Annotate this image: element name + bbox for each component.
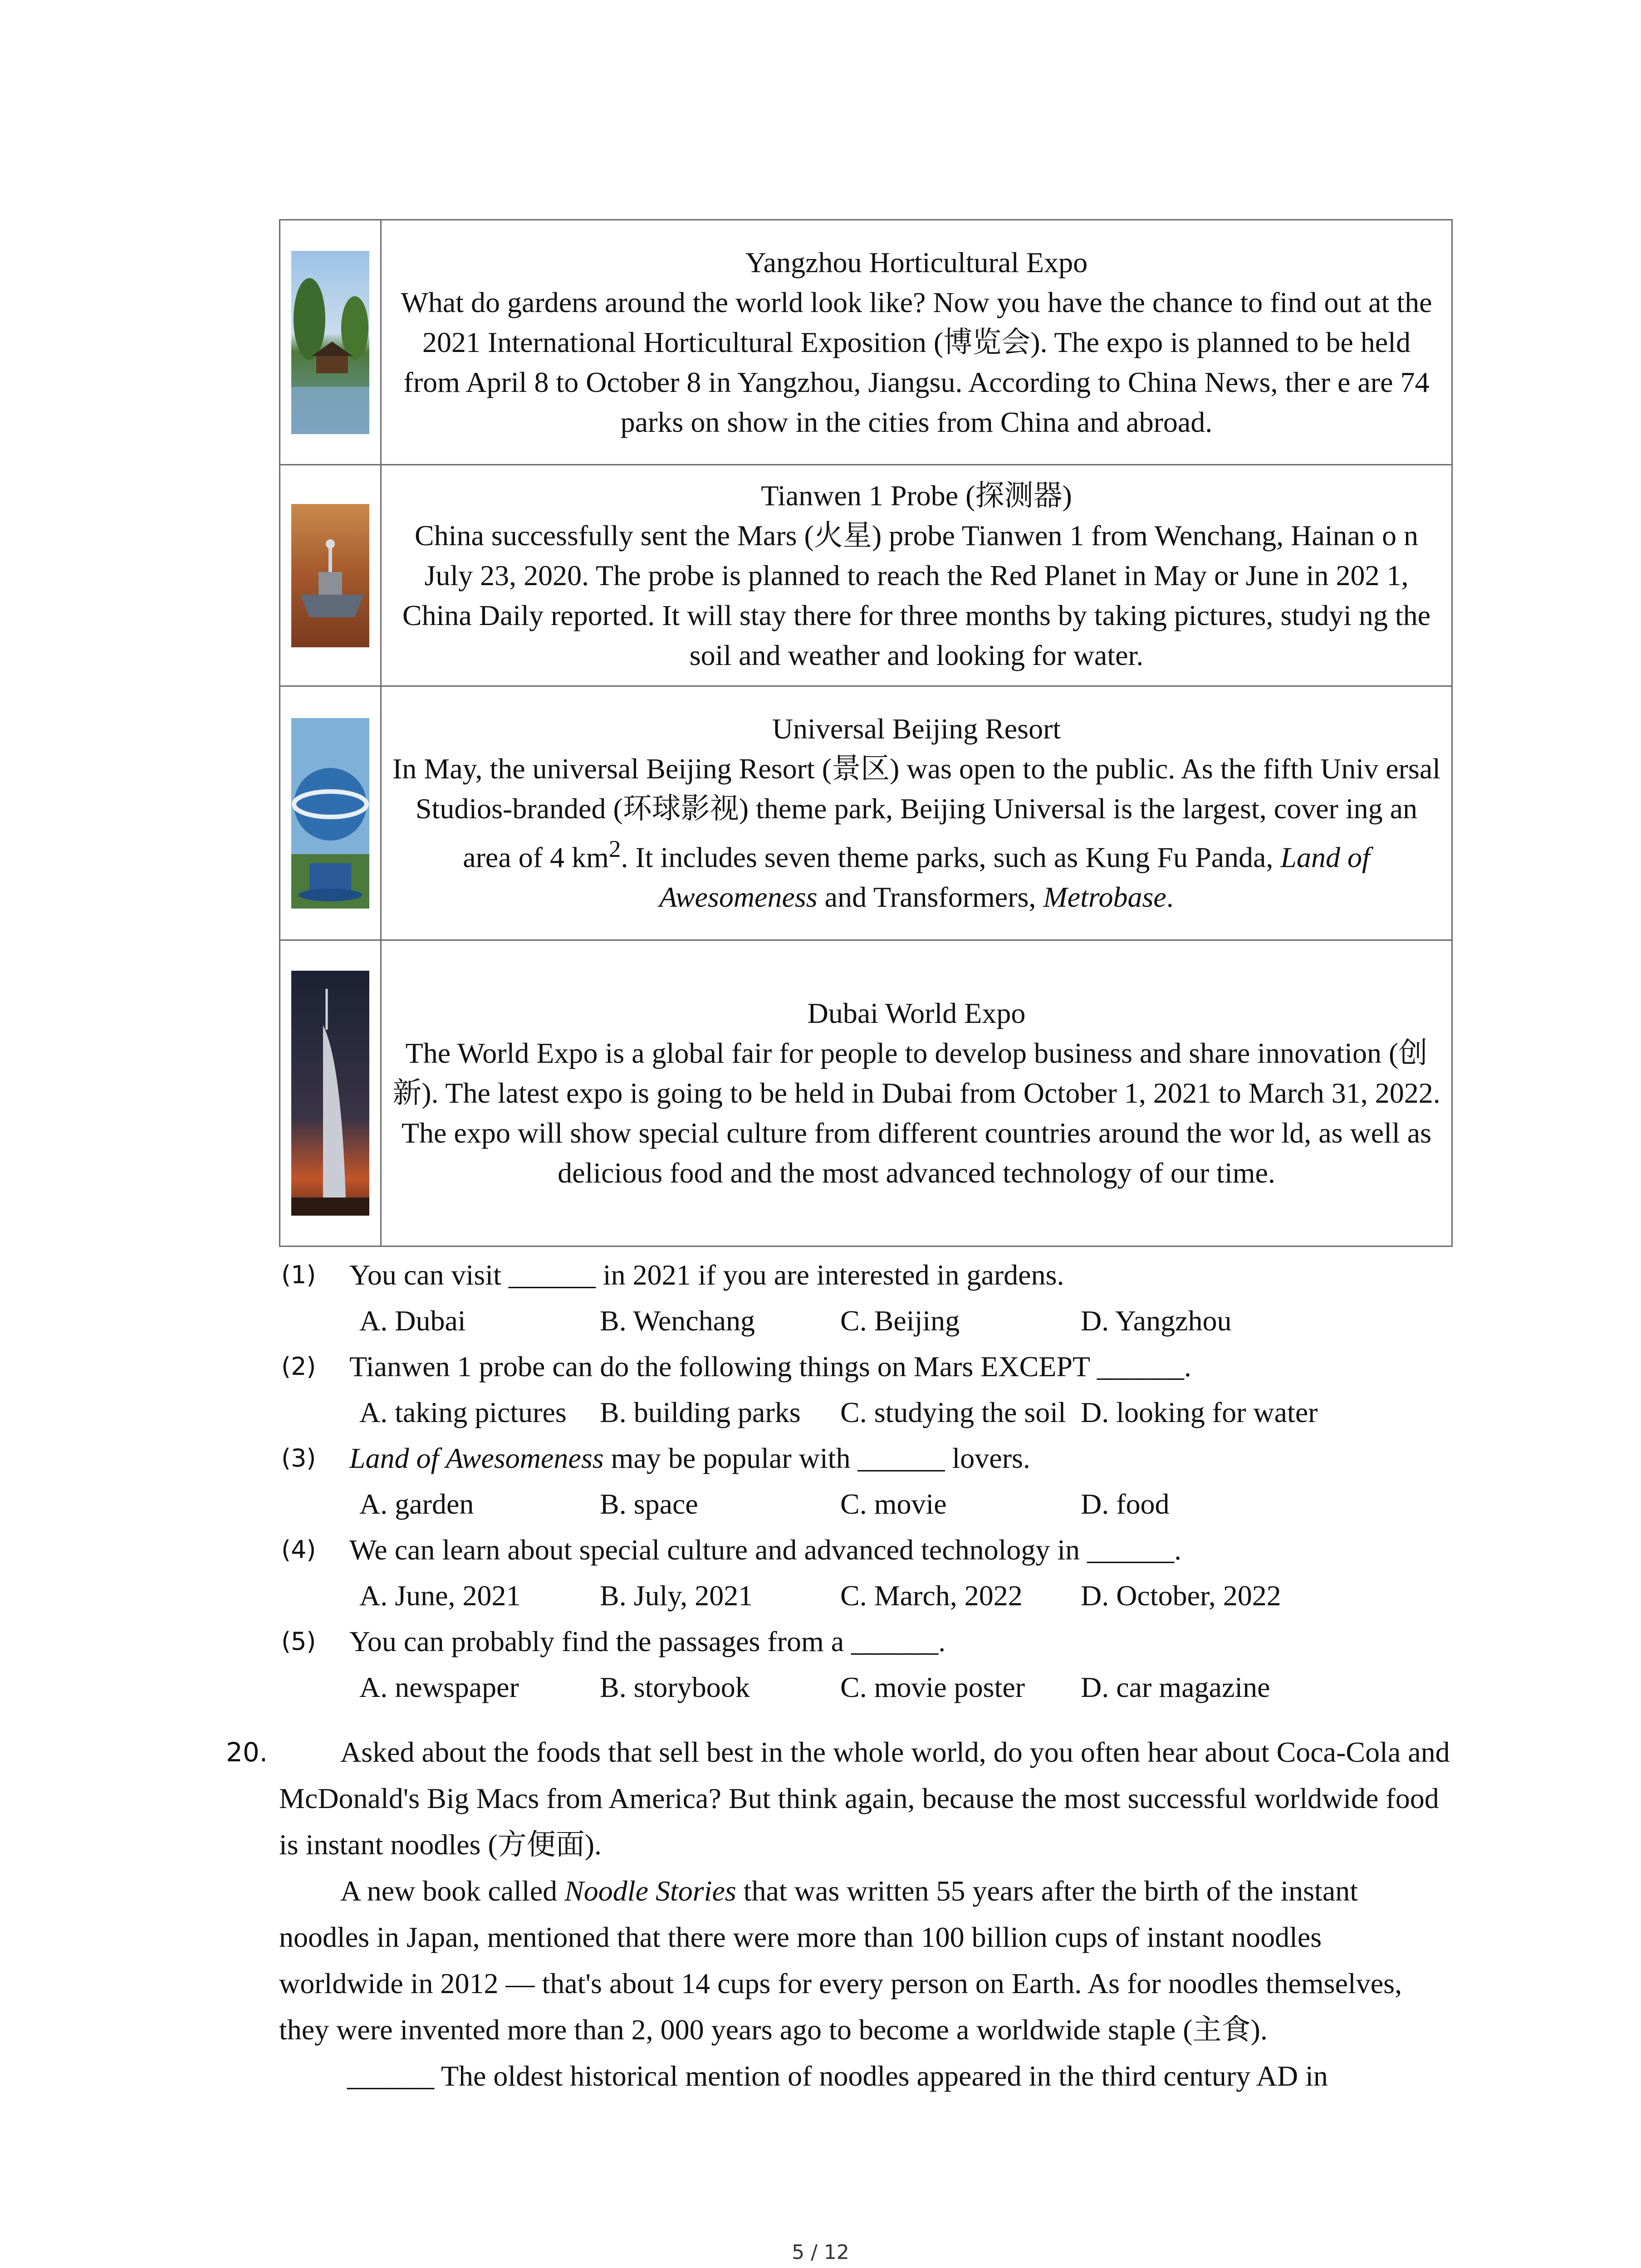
questions <box>281 1252 1461 1710</box>
image-cell <box>280 465 381 686</box>
option-b: B. space <box>600 1488 698 1520</box>
paragraph-3: ______ The oldest historical mention of noodles appeared in the third century AD in <box>347 2060 1328 2092</box>
option-a: A. June, 2021 <box>359 1579 521 1612</box>
image-cell <box>280 220 381 465</box>
mars-probe-photo <box>291 504 369 647</box>
page-number: 5 / 12 <box>792 2241 849 2264</box>
entry-italic-1: Land of Awesomeness <box>659 841 1370 914</box>
question-number: (5) <box>281 1627 316 1656</box>
dubai-tower-photo <box>291 971 369 1216</box>
info-table <box>279 219 1453 1247</box>
entry-italic-2: Metrobase <box>1043 881 1166 914</box>
option-a: A. garden <box>359 1488 474 1520</box>
option-b: B. July, 2021 <box>600 1579 753 1612</box>
question-2 <box>281 1344 1461 1389</box>
option-b: B. building parks <box>600 1396 801 1428</box>
option-a: A. Dubai <box>359 1305 466 1337</box>
paragraph-2 <box>226 1868 1451 2053</box>
entry-text <box>381 686 1452 940</box>
question-stem-italic: Land of Awesomeness <box>349 1442 604 1474</box>
entry-title: Dubai World Expo <box>807 997 1026 1029</box>
entry-row-dubai <box>280 940 1452 1246</box>
paragraph-1: Asked about the foods that sell best in the whole world, do you often hear about Coca-Cola and McDonald's Big Macs from America? But think again, because the most successful worldwide food is instant noodles (方便面). <box>279 1736 1450 1861</box>
entry-title: Universal Beijing Resort <box>772 712 1061 745</box>
image-cell <box>280 940 381 1246</box>
entry-title: Yangzhou Horticultural Expo <box>745 246 1088 279</box>
question-stem: We can learn about special culture and advanced technology in ______. <box>349 1534 1182 1566</box>
entry-title: Tianwen 1 Probe (探测器) <box>761 479 1072 512</box>
question-stem: You can visit ______ in 2021 if you are interested in gardens. <box>349 1259 1064 1291</box>
option-c: C. movie <box>840 1488 947 1520</box>
entry-body: China successfully sent the Mars (火星) probe Tianwen 1 from Wenchang, Hainan o n July 23, 2020. The probe is planned to reach the Red Planet in May or June in 202 1, China Daily reported. It will stay there for three months by taking pictures, studyi ng the soil and weather and looking for water. <box>402 519 1431 671</box>
option-d: D. food <box>1081 1488 1170 1520</box>
option-b: B. Wenchang <box>600 1305 755 1337</box>
question-stem-rest: may be popular with ______ lovers. <box>603 1442 1030 1474</box>
question-4 <box>281 1527 1461 1573</box>
entry-text <box>381 465 1452 686</box>
question-1-options <box>281 1298 1461 1344</box>
question-3 <box>281 1435 1461 1481</box>
option-a: A. newspaper <box>359 1671 519 1703</box>
question-number: (2) <box>281 1352 316 1381</box>
entry-body-a: In May, the universal Beijing Resort (景区) was open to the public. As the fifth Univ ersal Studios-branded (环球影视) theme park, Beijing Universal is the largest, cover ing an area of 4 km <box>392 752 1441 874</box>
option-d: D. Yangzhou <box>1081 1305 1232 1337</box>
question-stem: You can probably find the passages from a ______. <box>349 1625 946 1657</box>
option-d: D. car magazine <box>1081 1671 1270 1703</box>
entry-body: What do gardens around the world look like? Now you have the chance to find out at the 2021 International Horticultural Exposition (博览会). The expo is planned to be held from April 8 to October 8 in Yangzhou, Jiangsu. According to China News, ther e are 74 parks on show in the cities from China and abroad. <box>401 286 1432 438</box>
option-c: C. March, 2022 <box>840 1579 1023 1612</box>
entry-body: The World Expo is a global fair for people to develop business and share innovation (创新). The latest expo is going to be held in Dubai from October 1, 2021 to March 31, 2022. The expo will show special culture from different countries around the wor ld, as well as delicious food and the most advanced technology of our time. <box>392 1037 1440 1189</box>
option-c: C. Beijing <box>840 1305 960 1337</box>
question-3-options <box>281 1481 1461 1527</box>
universal-globe-photo <box>291 718 369 909</box>
passage-20 <box>226 1729 1451 2099</box>
question-stem: Tianwen 1 probe can do the following things on Mars EXCEPT ______. <box>349 1350 1191 1383</box>
question-5 <box>281 1618 1461 1664</box>
paragraph-2-a: A new book called <box>340 1875 565 1907</box>
option-d: D. looking for water <box>1081 1396 1318 1428</box>
garden-photo <box>291 251 369 434</box>
option-a: A. taking pictures <box>359 1396 567 1428</box>
question-2-options <box>281 1389 1461 1435</box>
option-b: B. storybook <box>600 1671 750 1703</box>
question-5-options <box>281 1664 1461 1710</box>
entry-text <box>381 940 1452 1246</box>
entry-row-yangzhou <box>280 220 1452 465</box>
entry-body-c: and Transformers, <box>817 881 1043 914</box>
question-number: (4) <box>281 1535 316 1564</box>
option-d: D. October, 2022 <box>1081 1579 1281 1612</box>
question-1 <box>281 1252 1461 1298</box>
question-4-options <box>281 1573 1461 1618</box>
entry-row-universal <box>280 686 1452 940</box>
question-stem <box>349 1435 1030 1481</box>
question-number: (1) <box>281 1261 316 1289</box>
entry-body-b: . It includes seven theme parks, such as Kung Fu Panda, <box>621 841 1281 874</box>
book-title: Noodle Stories <box>564 1875 736 1907</box>
superscript-2: 2 <box>608 835 621 862</box>
entry-body-d: . <box>1166 881 1174 914</box>
question-number: 20. <box>226 1737 268 1768</box>
option-c: C. studying the soil <box>840 1396 1066 1428</box>
entry-row-tianwen <box>280 465 1452 686</box>
image-cell <box>280 686 381 940</box>
paragraph-2-b: that was written 55 years after the birth of the instant noodles in Japan, mentioned that there were more than 100 billion cups of instant noodles worldwide in 2012 — that's about 14 cups for every person on Earth. As for noodles themselves, they were invented more than 2, 000 years ago to become a worldwide staple (主食). <box>279 1875 1402 2046</box>
option-c: C. movie poster <box>840 1671 1025 1703</box>
question-number: (3) <box>281 1444 316 1472</box>
entry-text <box>381 220 1452 465</box>
